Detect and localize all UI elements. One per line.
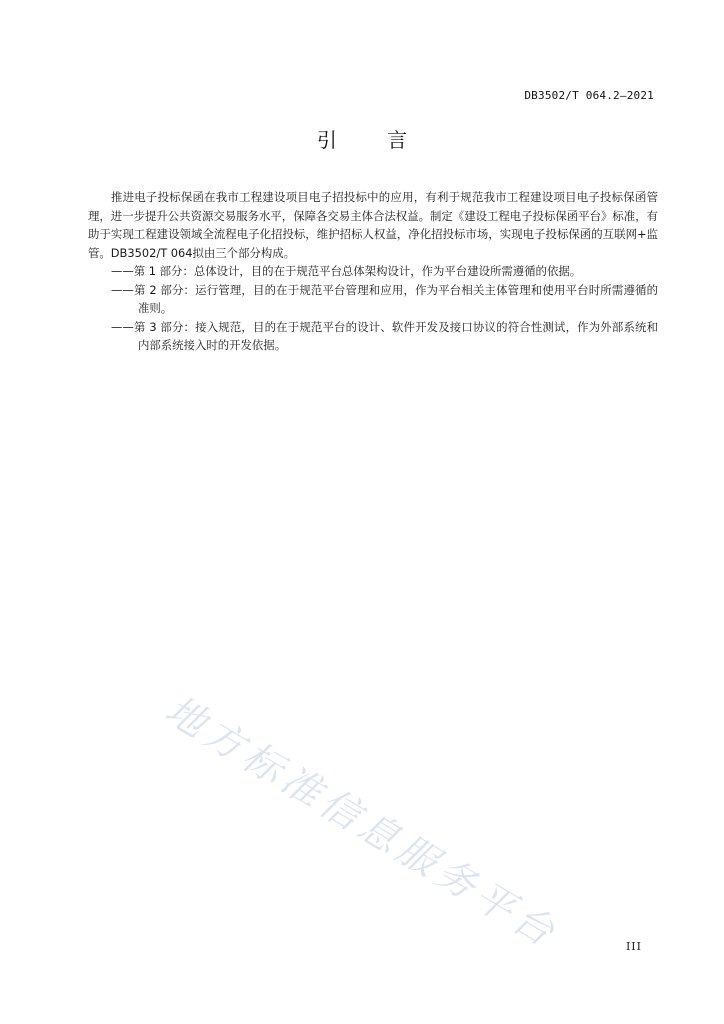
- part-1-item: ——第 1 部分：总体设计，目的在于规范平台总体架构设计，作为平台建设所需遵循的依据。: [111, 264, 582, 278]
- part-3-item: ——第 3 部分：接入规范，目的在于规范平台的设计、软件开发及接口协议的符合性测试，作为外部系统和内部系统接入时的开发依据。: [111, 319, 658, 352]
- intro-paragraph: 推进电子投标保函在我市工程建设项目电子招投标中的应用，有利于规范我市工程建设项目电子投标保函管理，进一步提升公共资源交易服务水平，保障各交易主体合法权益。制定《建设工程电子投标保函平台》标准，有助于实现工程建设领域全流程电子化招投标，维护招标人权益，净化招投标市场，实现电子投标保函的互联网+监管。DB3502/T 064拟由三个部分构成。: [88, 190, 658, 260]
- page-number: III: [625, 940, 642, 953]
- section-title: 引 言: [316, 128, 430, 152]
- standard-code: DB3502/T 064.2—2021: [524, 89, 654, 102]
- watermark: 地方标准信息服务平台: [157, 687, 567, 959]
- document-body: [88, 188, 658, 355]
- part-2-item: ——第 2 部分：运行管理，目的在于规范平台管理和应用，作为平台相关主体管理和使用平台时所需遵循的准则。: [111, 282, 658, 315]
